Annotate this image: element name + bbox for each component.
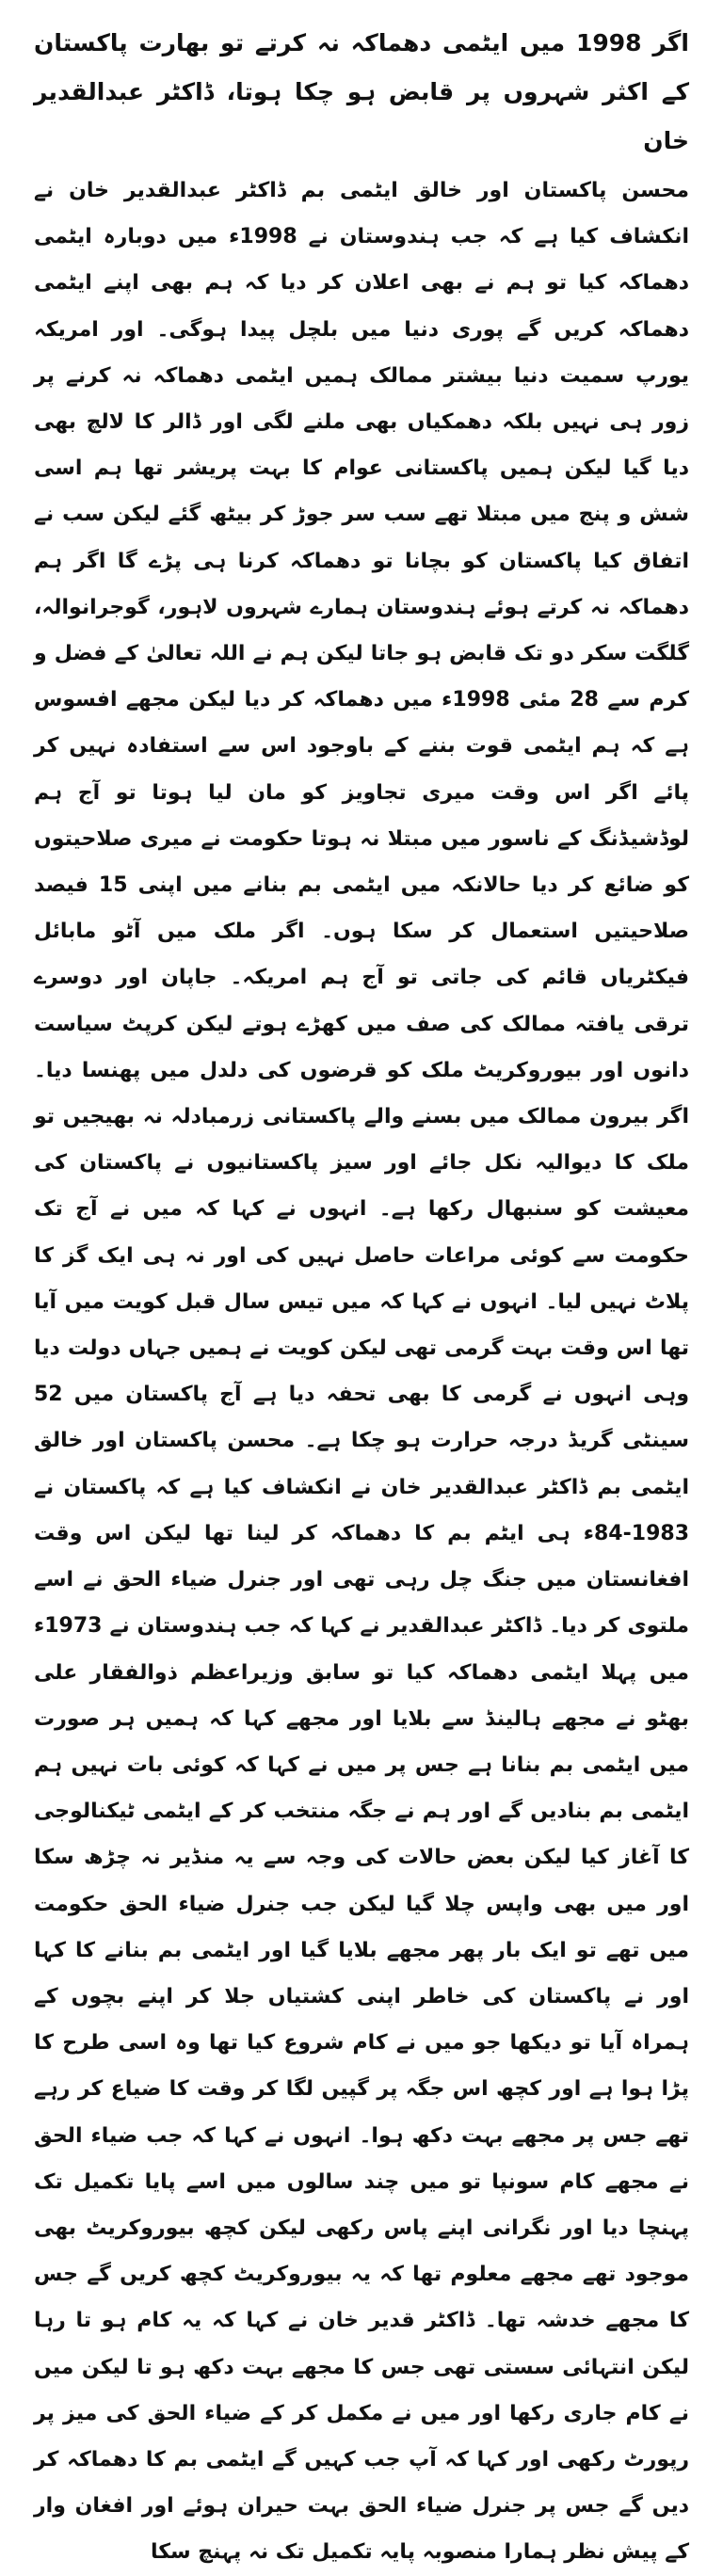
article-body: محسن پاکستان اور خالق ایٹمی بم ڈاکٹر عبدالقدیر خان نے انکشاف کیا ہے کہ جب ہندوستان نے 1998ء میں دوبارہ ایٹمی دھماکہ کیا تو ہم نے بھی اعلان کر دیا کہ ہم بھی اپنے ایٹمی دھماکہ کریں گے پوری دنیا میں بلچل پیدا ہوگی۔ اور امریکہ یورپ سمیت دنیا بیشتر ممالک ہمیں ایٹمی دھماکہ نہ کرنے پر زور ہی نہیں بلکہ دھمکیاں بھی ملنے لگی اور ڈالر کا لالچ بھی دیا گیا لیکن ہمیں پاکستانی عوام کا بہت پریشر تھا ہم اسی شش و پنج میں مبتلا تھے سب سر جوڑ کر بیٹھ گئے لیکن سب نے اتفاق کیا پاکستان کو بچانا تو دھماکہ کرنا ہی پڑے گا اگر ہم دھماکہ نہ کرتے ہوئے ہندوستان ہمارے شہروں لاہور، گوجرانوالہ، گلگت سکر دو تک قابض ہو جاتا لیکن ہم نے اللہ تعالیٰ کے فضل و کرم سے 28 مئی 1998ء میں دھماکہ کر دیا لیکن مجھے افسوس ہے کہ ہم ایٹمی قوت بننے کے باوجود اس سے استفادہ نہیں کر پائے اگر اس وقت میری تجاویز کو مان لیا ہوتا تو آج ہم لوڈشیڈنگ کے ناسور میں مبتلا نہ ہوتا حکومت نے میری صلاحیتوں کو ضائع کر دیا حالانکہ میں ایٹمی بم بنانے میں اپنی 15 فیصد صلاحیتیں استعمال کر سکا ہوں۔ اگر ملک میں آٹو مابائل فیکٹریاں قائم کی جاتی تو آج ہم امریکہ۔ جاپان اور دوسرے ترقی یافتہ ممالک کی صف میں کھڑے ہوتے لیکن کرپٹ سیاست دانوں اور بیوروکریٹ ملک کو قرضوں کی دلدل میں پھنسا دیا۔ اگر بیرون ممالک میں بسنے والے پاکستانی زرمبادلہ نہ بھیجیں تو ملک کا دیوالیہ نکل جائے اور سیز پاکستانیوں نے پاکستان کی معیشت کو سنبھال رکھا ہے۔ انہوں نے کہا کہ میں نے آج تک حکومت سے کوئی مراعات حاصل نہیں کی اور نہ ہی ایک گز کا پلاٹ نہیں لیا۔ انہوں نے کہا کہ میں تیس سال قبل کویت میں آیا تھا اس وقت بہت گرمی تھی لیکن کویت نے ہمیں جہاں دولت دیا وہی انہوں نے گرمی کا بھی تحفہ دیا ہے آج پاکستان میں 52 سینٹی گریڈ درجہ حرارت ہو چکا ہے۔ محسن پاکستان اور خالق ایٹمی بم ڈاکٹر عبدالقدیر خان نے انکشاف کیا ہے کہ پاکستان نے 1983-84ء ہی ایٹم بم کا دھماکہ کر لینا تھا لیکن اس وقت افغانستان میں جنگ چل رہی تھی اور جنرل ضیاء الحق نے اسے ملتوی کر دیا۔ ڈاکٹر عبدالقدیر نے کہا کہ جب ہندوستان نے 1973ء میں پہلا ایٹمی دھماکہ کیا تو سابق وزیراعظم ذوالفقار علی بھٹو نے مجھے ہالینڈ سے بلایا اور مجھے کہا کہ ہمیں ہر صورت میں ایٹمی بم بنانا ہے جس پر میں نے کہا کہ کوئی بات نہیں ہم ایٹمی بم بنادیں گے اور ہم نے جگہ منتخب کر کے ایٹمی ٹیکنالوجی کا آغاز کیا لیکن بعض حالات کی وجہ سے یہ منڈیر نہ چڑھ سکا اور میں بھی واپس چلا گیا لیکن جب جنرل ضیاء الحق حکومت میں تھے تو ایک بار پھر مجھے بلایا گیا اور ایٹمی بم بنانے کا کہا اور نے پاکستان کی خاطر اپنی کشتیاں جلا کر اپنے بچوں کے ہمراہ آیا تو دیکھا جو میں نے کام شروع کیا تھا وہ اسی طرح کا پڑا ہوا ہے اور کچھ اس جگہ پر گپیں لگا کر وقت کا ضیاع کر رہے تھے جس پر مجھے بہت دکھ ہوا۔ انہوں نے کہا کہ جب ضیاء الحق نے مجھے کام سونپا تو میں چند سالوں میں اسے پایا تکمیل تک پہنچا دیا اور نگرانی اپنے پاس رکھی لیکن کچھ بیوروکریٹ بھی موجود تھے مجھے معلوم تھا کہ یہ بیوروکریٹ کچھ کریں گے جس کا مجھے خدشہ تھا۔ ڈاکٹر قدیر خان نے کہا کہ یہ کام ہو تا رہا لیکن انتہائی سستی تھی جس کا مجھے بہت دکھ ہو تا لیکن میں نے کام جاری رکھا اور میں نے مکمل کر کے ضیاء الحق کی میز پر رپورٹ رکھی اور کہا کہ آپ جب کہیں گے ایٹمی بم کا دھماکہ کر دیں گے جس پر جنرل ضیاء الحق بہت حیران ہوئے اور افغان وار کے پیش نظر ہمارا منصوبہ پایہ تکمیل تک نہ پہنچ سکا bbox=[34, 179, 689, 2565]
article-headline: اگر 1998 میں ایٹمی دھماکہ نہ کرتے تو بھارت پاکستان کے اکثر شہروں پر قابض ہو چکا ہوتا، ڈاکٹر عبدالقدیر خان bbox=[34, 29, 689, 154]
